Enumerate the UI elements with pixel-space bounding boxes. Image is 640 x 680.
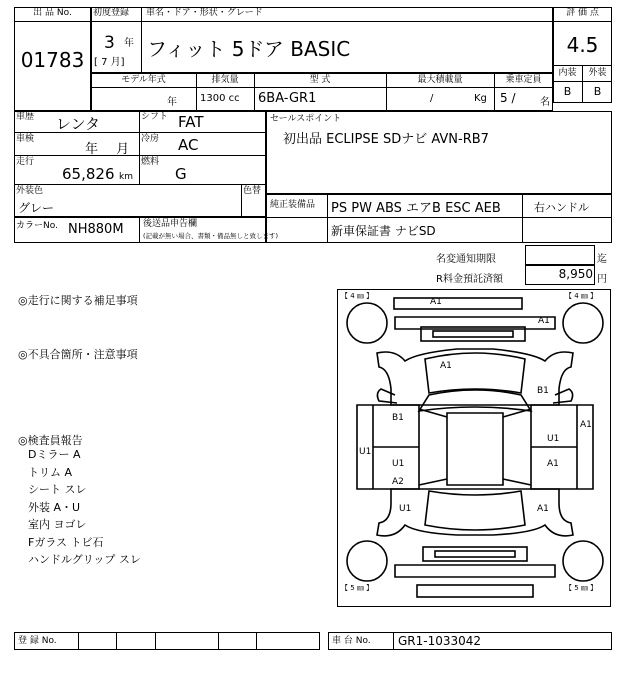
details-row-1 (14, 132, 266, 133)
mileage-value: 65,826 (62, 165, 115, 183)
fuel-label: 燃料 (141, 157, 160, 167)
color-change-label: 色替 (243, 186, 262, 196)
aftermarket-note: (記載が無い場合、書類・備品無しと致します) (143, 232, 279, 240)
report-line: 外装 A・U (28, 500, 81, 514)
equip-div-1 (327, 194, 328, 217)
front-bumper-outline (394, 298, 522, 309)
equip-label: 純正装備品 (270, 200, 316, 210)
score-row-divider (553, 81, 612, 82)
reg-div-3 (218, 632, 219, 650)
model-type-label: 型 式 (309, 75, 331, 85)
fuel-value: G (175, 165, 187, 183)
displacement: 1300 cc (200, 93, 240, 104)
recycle-value: 8,950 (558, 267, 593, 281)
inspector-report-lines (28, 446, 141, 569)
year-unit: 年 (124, 38, 134, 49)
model-type: 6BA-GR1 (258, 91, 317, 106)
tire-front-right (563, 303, 603, 343)
damage-mark: A1 (537, 504, 549, 514)
details-mid-divider (139, 111, 140, 184)
front-grille-inner (433, 331, 513, 337)
color-row-divider (139, 217, 140, 243)
tire-rear-right (563, 541, 603, 581)
damage-mark: A1 (580, 420, 592, 430)
ext-color-label: 外装色 (16, 186, 44, 196)
roof (447, 413, 503, 485)
report-line: Fガラス トビ石 (28, 535, 104, 549)
capacity-label: 乗車定員 (505, 75, 542, 85)
reg-box (14, 632, 320, 650)
car-name: フィット 5ドア BASIC (147, 37, 351, 61)
tire-depth-rr: 【 5 ㎜ 】 (565, 584, 598, 592)
roof-pillars (419, 409, 531, 485)
left-mirror (377, 389, 397, 403)
chassis-no: GR1-1033042 (398, 634, 482, 648)
color-no-value: NH880M (68, 222, 124, 237)
driving-heading: ◎走行に関する補足事項 (18, 294, 138, 307)
report-line: シート スレ (28, 483, 87, 496)
exterior-label: 外装 (588, 68, 607, 78)
lot-number: 01783 (20, 48, 85, 72)
score-label: 評 価 点 (566, 8, 599, 18)
ext-color-value: グレー (18, 201, 55, 215)
model-year-unit: 年 (167, 97, 177, 108)
handle-value: 右ハンドル (534, 201, 589, 214)
recycle-label: R料金預託済額 (436, 274, 503, 285)
inspection-value: 年 月 (85, 142, 130, 157)
tire-rear-left (347, 541, 387, 581)
rear-grille (423, 547, 527, 561)
inspector-heading: ◎検査員報告 (18, 434, 83, 447)
damage-mark: A1 (430, 297, 442, 307)
lot-label-divider (14, 7, 91, 22)
reg-div-0 (78, 632, 79, 650)
color-no-label: カラーNo. (16, 221, 58, 231)
reg-label: 登 録 No. (18, 636, 57, 646)
report-line: トリム A (28, 465, 73, 479)
interior-score: B (563, 85, 572, 98)
report-line: ハンドルグリップ スレ (28, 553, 141, 566)
history-value: レンタ (56, 115, 101, 133)
report-line: Dミラー A (28, 448, 81, 461)
details-row-2 (14, 155, 266, 156)
damage-mark: B1 (392, 413, 404, 423)
interior-label: 内装 (558, 68, 577, 78)
car-name-label: 車名・ドア・形状・グレード (146, 8, 263, 18)
first-reg-label: 初度登録 (93, 8, 130, 18)
ac-label: 冷房 (141, 134, 160, 144)
inspection-label: 車検 (16, 134, 35, 144)
rear-bumper-outline (417, 585, 533, 597)
tire-depth-fr: 【 4 ㎜ 】 (565, 292, 598, 300)
first-reg-year: 3 (104, 33, 115, 53)
ac-value: AC (178, 136, 199, 154)
windshield (419, 390, 531, 411)
tire-front-left (347, 303, 387, 343)
damage-mark: U1 (392, 459, 405, 469)
damage-mark: B1 (537, 386, 549, 396)
max-load-label: 最大積載量 (417, 75, 463, 85)
chassis-divider (393, 632, 394, 650)
title-divider (141, 7, 142, 73)
capacity-unit: 名 (540, 97, 550, 108)
exterior-score: B (593, 85, 602, 98)
report-line: 室内 ヨゴレ (28, 518, 87, 531)
defects-heading: ◎不具合箇所・注意事項 (18, 348, 138, 361)
shift-label: シフト (141, 112, 169, 122)
damage-mark: U1 (547, 434, 560, 444)
equip-row-divider (266, 217, 612, 218)
recycle-unit: 円 (597, 274, 607, 285)
hood (425, 353, 525, 393)
mileage-unit: km (119, 172, 133, 182)
shift-value: FAT (178, 113, 204, 131)
chassis-label: 車 台 No. (332, 636, 371, 646)
rear-window (425, 491, 525, 530)
rear-grille-inner (435, 551, 515, 557)
ownership-box (525, 245, 595, 265)
max-load: / (430, 93, 434, 104)
ownership-unit: 迄 (597, 254, 607, 265)
equip-value: PS PW ABS エアB ESC AEB (331, 201, 501, 216)
sales-label: セールスポイント (270, 114, 342, 124)
reg-div-2 (155, 632, 156, 650)
sales-text: 初出品 ECLIPSE SDナビ AVN-RB7 (283, 132, 489, 147)
damage-mark: A1 (538, 316, 550, 326)
right-mirror (553, 389, 573, 403)
details-row-3 (14, 184, 266, 185)
history-label: 車歴 (16, 112, 35, 122)
ownership-label: 名変通知期限 (436, 254, 496, 265)
rear-bumper (395, 565, 555, 577)
front-body (377, 349, 573, 405)
reg-div-4 (256, 632, 257, 650)
score-value: 4.5 (566, 33, 599, 57)
aftermarket-label: 後送品申告欄 (143, 219, 198, 229)
damage-mark: A2 (392, 477, 404, 487)
damage-mark: A1 (440, 361, 452, 371)
equip-div-1b (327, 217, 328, 243)
max-load-unit: Kg (474, 93, 487, 104)
reg-div-1 (116, 632, 117, 650)
color-change-divider (241, 184, 242, 217)
capacity: 5 / (500, 91, 516, 105)
damage-mark: A1 (547, 459, 559, 469)
model-year-label: モデル年式 (121, 75, 166, 85)
lot-label: 出 品 No. (33, 8, 72, 18)
car-diagram (337, 289, 611, 607)
tire-depth-rl: 【 5 ㎜ 】 (341, 584, 374, 592)
first-reg-month: [ 7 月] (94, 57, 125, 68)
displacement-label: 排気量 (211, 75, 239, 85)
tire-depth-fl: 【 4 ㎜ 】 (341, 292, 374, 300)
warranty-value: 新車保証書 ナビSD (331, 224, 436, 238)
mileage-label: 走行 (16, 157, 35, 167)
damage-mark: U1 (359, 447, 372, 457)
equip-div-2 (522, 194, 523, 243)
damage-mark: U1 (399, 504, 412, 514)
